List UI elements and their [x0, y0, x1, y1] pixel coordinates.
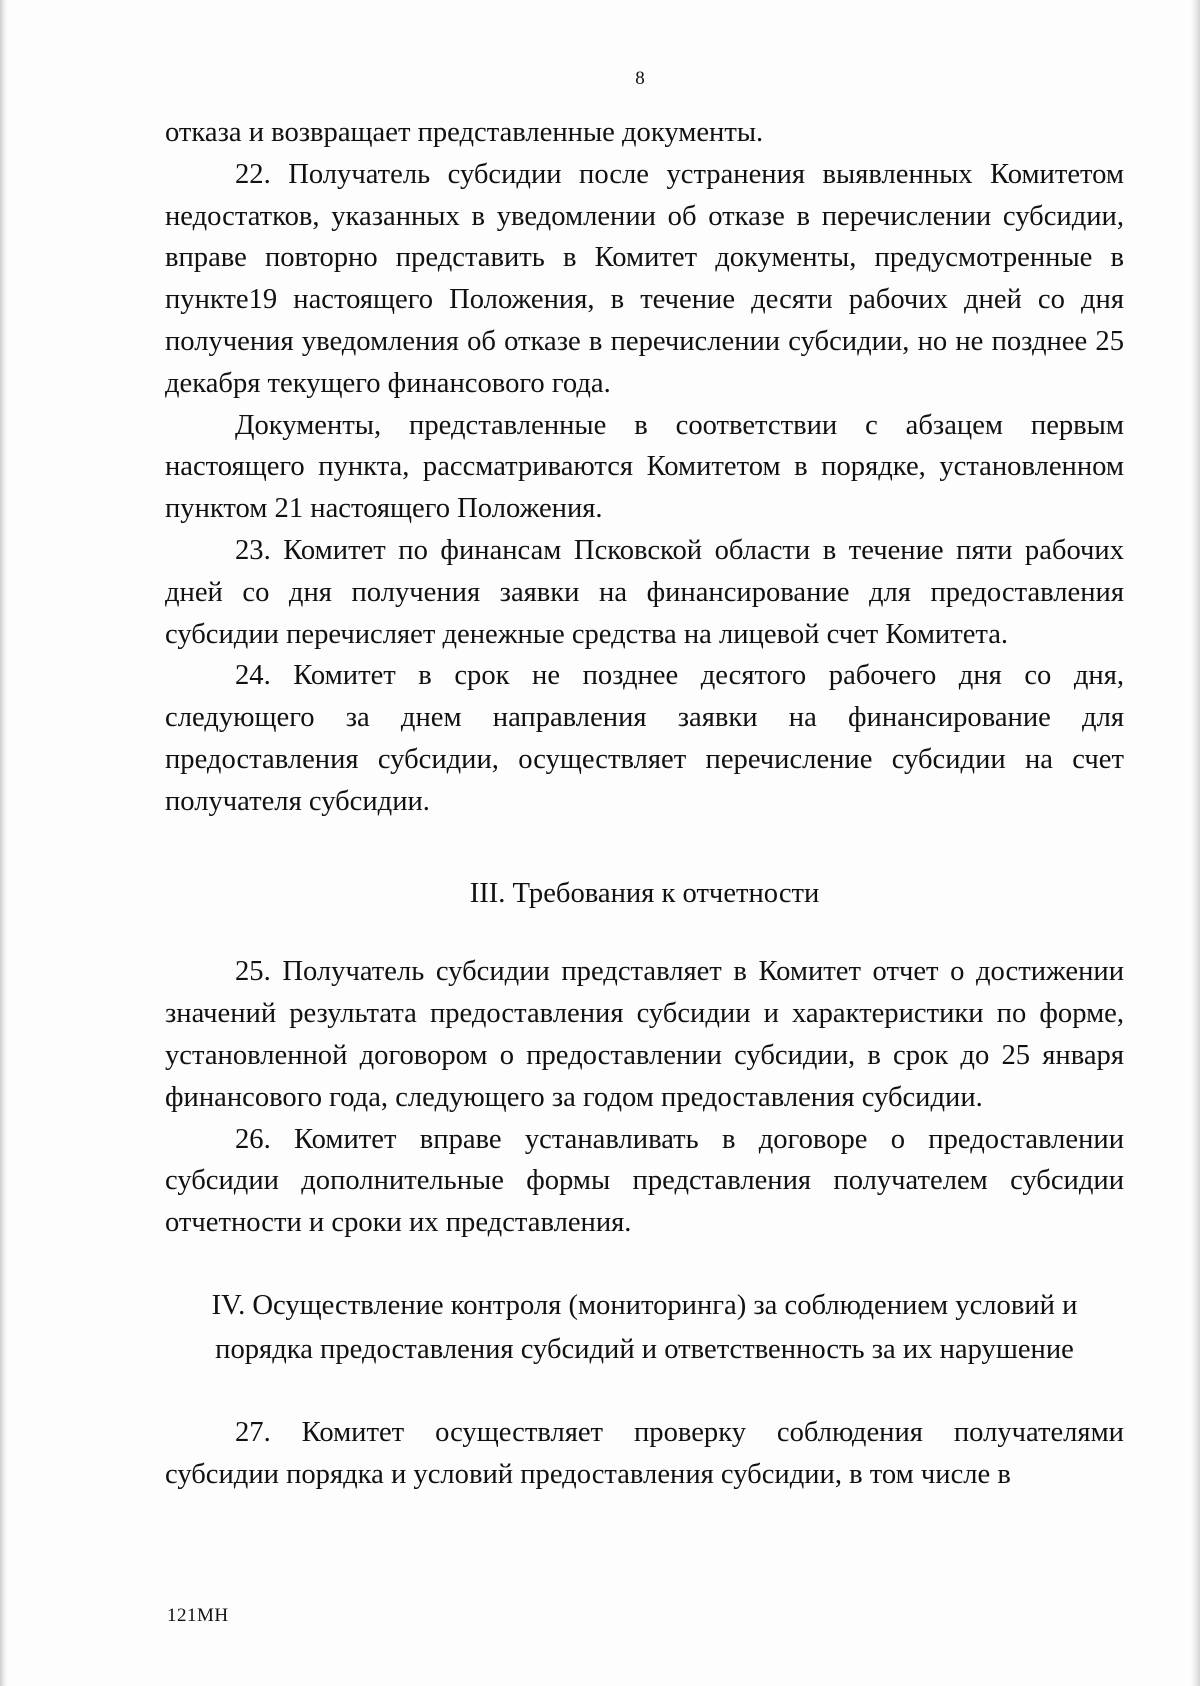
footer-document-code: 121МН: [167, 1605, 229, 1626]
paragraph-24: 24. Комитет в срок не позднее десятого рабочего дня со дня, следующего за днем направления заявки на финансирование для предоставления субсидии, осуществляет перечисление субсидии на счет получателя субсидии.: [165, 660, 1124, 817]
spacer: [165, 1372, 1124, 1412]
scan-edge-right: [1190, 0, 1200, 1686]
spacer: [165, 1244, 1124, 1284]
paragraph-continuation: отказа и возвращает представленные документы.: [165, 117, 764, 148]
paragraph-23: 23. Комитет по финансам Псковской области в течение пяти рабочих дней со дня получения заявки на финансирование для предоставления субсидии перечисляет денежные средства на лицевой счет Комитета.: [165, 534, 1124, 650]
section-4-heading-line2: порядка предоставления субсидий и ответственность за их нарушение: [215, 1333, 1074, 1365]
page-number: 8: [635, 68, 645, 89]
section-3-heading: III. Требования к отчетности: [469, 877, 820, 909]
paragraph-25: 25. Получатель субсидии представляет в Комитет отчет о достижении значений результата предоставления субсидии и характеристики по форме, установленной договором о предоставлении субсидии, в срок до 25 января финансового года, следующего за годом предоставления субсидии.: [165, 956, 1124, 1113]
document-body: [165, 112, 1124, 1496]
paragraph-27: 27. Комитет осуществляет проверку соблюдения получателями субсидии порядка и условий предоставления субсидии, в том числе в: [165, 1416, 1124, 1490]
scan-edge-left: [0, 0, 8, 1686]
spacer: [165, 914, 1124, 951]
paragraph-22: 22. Получатель субсидии после устранения выявленных Комитетом недостатков, указанных в уведомлении об отказе в перечислении субсидии, вправе повторно представить в Комитет документы, предусмотренные в пункте19 настоящего Положения, в течение десяти рабочих дней со дня получения уведомления об отказе в перечислении субсидии, но не позднее 25 декабря текущего финансового года.: [165, 158, 1124, 399]
paragraph-22-part2: Документы, представленные в соответствии с абзацем первым настоящего пункта, рассматриваются Комитетом в порядке, установленном пунктом 21 настоящего Положения.: [165, 409, 1124, 525]
section-4-heading-line1: IV. Осуществление контроля (мониторинга) за соблюдением условий и: [211, 1289, 1078, 1321]
spacer: [165, 823, 1124, 873]
paragraph-26: 26. Комитет вправе устанавливать в договоре о предоставлении субсидии дополнительные формы представления получателем субсидии отчетности и сроки их представления.: [165, 1123, 1124, 1239]
